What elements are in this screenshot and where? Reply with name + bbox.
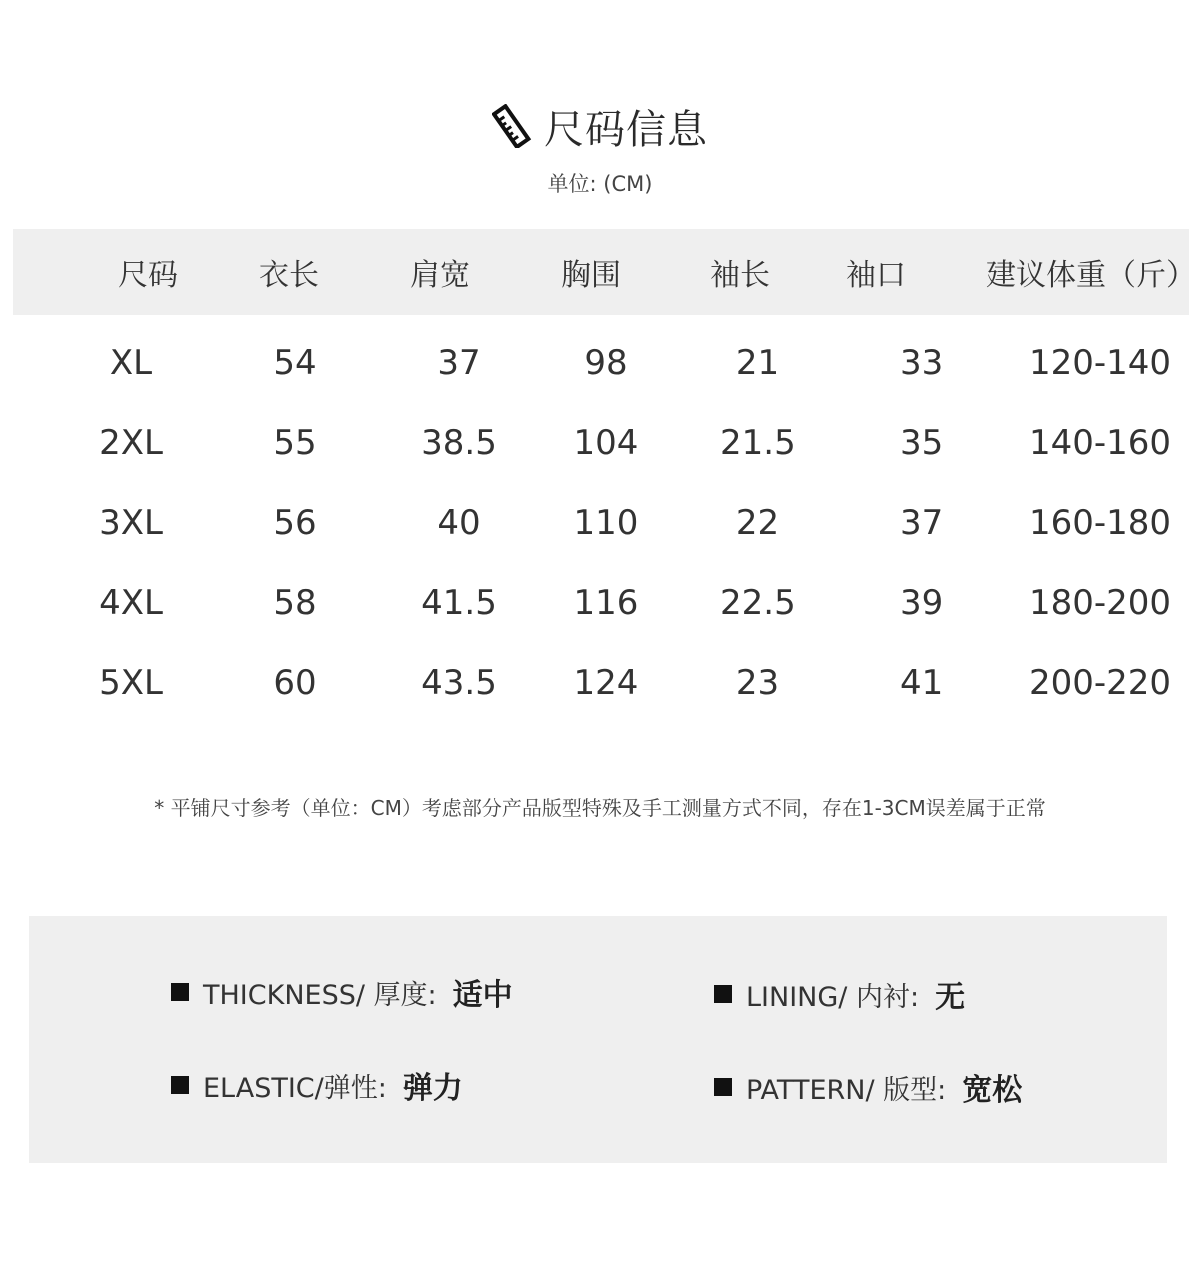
cell-chest: 116 — [573, 583, 639, 623]
bullet-square-icon — [714, 1078, 732, 1096]
cell-sleeve-length: 23 — [735, 663, 780, 703]
cell-length: 60 — [273, 663, 317, 703]
table-row — [13, 483, 1189, 563]
spec-thickness — [171, 970, 513, 1014]
table-row — [13, 403, 1189, 483]
cell-sleeve-length: 21 — [735, 343, 780, 383]
bullet-square-icon — [171, 983, 189, 1001]
table-row — [13, 323, 1189, 403]
cell-sleeve-length: 22.5 — [720, 583, 796, 623]
cell-shoulder: 38.5 — [421, 423, 497, 463]
spec-value: 宽松 — [962, 1073, 1023, 1108]
cell-cuff: 39 — [900, 583, 944, 623]
cell-size: 4XL — [99, 583, 163, 623]
cell-chest: 104 — [573, 423, 639, 463]
cell-weight: 160-180 — [1029, 503, 1172, 543]
cell-weight: 200-220 — [1029, 663, 1172, 703]
cell-size: 2XL — [99, 423, 163, 463]
cell-shoulder: 41.5 — [421, 583, 497, 623]
header-sleeve-length: 袖长 — [710, 258, 770, 293]
cell-cuff: 37 — [900, 503, 944, 543]
table-header — [13, 229, 1196, 315]
header-chest: 胸围 — [561, 258, 621, 293]
cell-weight: 120-140 — [1029, 343, 1172, 383]
header-cuff: 袖口 — [846, 258, 906, 293]
cell-size: XL — [109, 343, 153, 383]
cell-chest: 124 — [573, 663, 639, 703]
cell-weight: 180-200 — [1029, 583, 1172, 623]
cell-shoulder: 40 — [437, 503, 481, 543]
cell-cuff: 35 — [900, 423, 944, 463]
cell-sleeve-length: 22 — [735, 503, 780, 543]
spec-label: THICKNESS/ 厚度: — [203, 979, 437, 1011]
cell-shoulder: 37 — [437, 343, 481, 383]
cell-shoulder: 43.5 — [421, 663, 497, 703]
spec-lining — [714, 972, 965, 1016]
spec-pattern — [714, 1065, 1022, 1109]
table-row — [13, 643, 1189, 723]
header-weight: 建议体重（斤） — [986, 258, 1196, 293]
page-title: 尺码信息 — [544, 106, 708, 153]
measurement-note: * 平铺尺寸参考（单位：CM）考虑部分产品版型特殊及手工测量方式不同，存在1-3CM误差属于正常 — [154, 796, 1046, 820]
spec-label: PATTERN/ 版型: — [746, 1074, 947, 1106]
spec-label: LINING/ 内衬: — [746, 981, 920, 1013]
header-shoulder: 肩宽 — [410, 258, 470, 293]
header-length: 衣长 — [259, 258, 319, 293]
cell-chest: 110 — [573, 503, 639, 543]
bullet-square-icon — [171, 1076, 189, 1094]
cell-cuff: 33 — [900, 343, 944, 383]
cell-length: 56 — [273, 503, 317, 543]
ruler-icon — [492, 104, 532, 148]
spec-panel — [29, 916, 1167, 1163]
cell-chest: 98 — [584, 343, 628, 383]
cell-size: 5XL — [99, 663, 163, 703]
table-row — [13, 563, 1189, 643]
cell-length: 55 — [273, 423, 317, 463]
header-size: 尺码 — [118, 258, 178, 293]
cell-cuff: 41 — [900, 663, 944, 703]
bullet-square-icon — [714, 985, 732, 1003]
title-block — [0, 96, 1200, 156]
spec-value: 弹力 — [402, 1071, 463, 1106]
cell-length: 54 — [273, 343, 317, 383]
cell-size: 3XL — [99, 503, 163, 543]
cell-weight: 140-160 — [1029, 423, 1172, 463]
unit-label: 单位: (CM) — [547, 172, 653, 196]
cell-length: 58 — [273, 583, 317, 623]
size-table — [13, 229, 1196, 723]
spec-value: 适中 — [452, 978, 513, 1013]
spec-elastic — [171, 1063, 463, 1107]
spec-value: 无 — [935, 980, 966, 1015]
cell-sleeve-length: 21.5 — [720, 423, 796, 463]
spec-label: ELASTIC/弹性: — [203, 1072, 387, 1104]
